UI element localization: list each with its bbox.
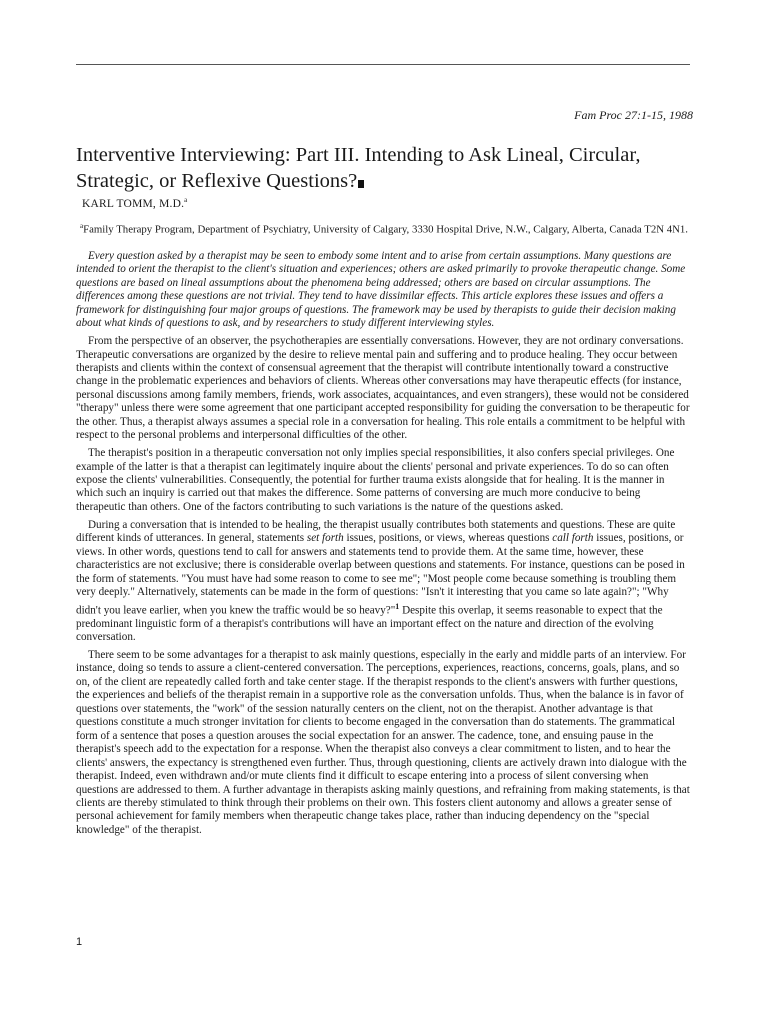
article-title: [76, 142, 696, 194]
footnote-ref-1[interactable]: 1: [395, 601, 400, 611]
paragraph-4: There seem to be some advantages for a therapist to ask mainly questions, especially in the early and middle parts of an interview. For instance, doing so tends to assure a client-centered conversation. The perceptions, experiences, reactions, concerns, goals, plans, and so on, of the client are repeatedly called forth and take center stage. If the therapist responds to the client's answers with further questions, the experiences and beliefs of the therapist remain in a supportive role as the conversation unfolds. Thus, when the balance is in favor of questions over statements, the "work" of the session naturally centers on the client, not on the therapist. Another advantage is that questions constitute a much stronger invitation for clients to become engaged in the conversation than do statements. The grammatical form of a sentence that poses a question arouses the social expectation for an answer. The cadence, tone, and ensuing pause in the therapist's speech add to the expectation for a response. When the therapist also conveys a clear commitment to listen, and to hear the clients' answers, the expectancy is strengthened even further. Thus, through questioning, clients are actively drawn into dialogue with the therapist. Indeed, even withdrawn and/or mute clients find it difficult to escape entering into a process of silent conversing when questions are addressed to them. A further advantage in therapists asking mainly questions, and refraining from making statements, is that clients are thereby stimulated to think through their problems on their own. This fosters client autonomy and allows a greater sense of personal achievement for family members when therapeutic change takes place, rather than inducing dependency on the "special knowledge" of the therapist.: [76, 648, 690, 836]
paragraph-3-text-b: issues, positions, or views, whereas questions: [343, 532, 553, 545]
author-line: [82, 196, 187, 210]
paragraph-3-emphasis-set-forth: set forth: [306, 532, 344, 545]
journal-citation: Fam Proc 27:1-15, 1988: [574, 108, 693, 122]
affiliation-text: Family Therapy Program, Department of Psychiatry, University of Calgary, 3330 Hospital Drive, N.W., Calgary, Alberta, Canada T2N 4N1.: [83, 223, 689, 236]
affiliation-marker: a: [80, 222, 84, 230]
title-marker-icon: [358, 180, 364, 188]
paragraph-3-text-d: Despite this overlap, it seems reasonable to expect that the predominant linguistic form of a therapist's contributions will have an important effect on the nature and direction of the evolving conversation.: [76, 604, 663, 644]
author-affiliation-marker: a: [184, 196, 188, 204]
abstract: Every question asked by a therapist may be seen to embody some intent and to arise from certain assumptions. Many questions are intended to orient the therapist to the client's situation and experiences; others are asked primarily to provoke therapeutic change. Some questions are based on lineal assumptions about the phenomena being addressed; others are based on circular assumptions. The differences among these questions are not trivial. They tend to have dissimilar effects. This article explores these issues and offers a framework for distinguishing four major groups of questions. The framework may be used by therapists to guide their decision making about what kinds of questions to ask, and by researchers to study different interviewing styles.: [76, 250, 686, 330]
page-number: 1: [76, 936, 83, 948]
paragraph-2: The therapist's position in a therapeutic conversation not only implies special responsibilities, it also confers special privileges. One example of the latter is that a therapist can legitimately inquire about the clients' personal and private experiences. To do so can often expose the clients' vulnerabilities. Consequently, the potential for further trauma exists alongside that for healing. It is the manner in which such an inquiry is carried out that makes the difference. Some patterns of conversing are much more conducive to being therapeutic than others. One of the factors contributing to such variations is the nature of the questions asked.: [76, 447, 675, 513]
affiliation: [80, 220, 692, 237]
paragraph-3-emphasis-call-forth: call forth: [552, 532, 594, 545]
author-name: KARL TOMM, M.D.: [82, 197, 185, 210]
paragraph-3-text-a: During a conversation that is intended to be healing, the therapist usually contributes both statements and questions. These are quite different kinds of utterances. In general, statements: [76, 518, 676, 545]
header-rule: [76, 64, 690, 65]
article-body: [76, 250, 692, 842]
article-title-text: Interventive Interviewing: Part III. Intending to Ask Lineal, Circular, Strategic, or Reflexive Questions?: [76, 144, 641, 192]
paragraph-1: From the perspective of an observer, the psychotherapies are essentially conversations. However, they are not ordinary conversations. Therapeutic conversations are organized by the desire to relieve mental pain and suffering and to produce healing. They occur between therapists and clients within the context of consensual agreement that the therapist will contribute intentionally toward a constructive change in the problematic experiences and behaviors of clients. Whereas other conversations may have therapeutic effects (for instance, personal discussions among family members, friends, work associates, acquaintances, and even strangers), these would not be considered "therapy" unless there were some agreement that one participant accepted responsibility for guiding the conversation to be therapeutic for the other. Thus, a therapist always assumes a special role in a conversation for healing. This role entails a commitment to be helpful with respect to the personal problems and interpersonal difficulties of the other.: [76, 335, 690, 442]
paragraph-3-text-c: issues, positions, or views. In other words, questions tend to call for answers and statements tend to provide them. At the same time, however, these characteristics are not exclusive; there is considerable overlap between questions and statements. For instance, questions can be posed in the form of statements. "You must have had some reason to come to see me"; "Most people come because something is troubling them very deeply." Alternatively, statements can be made in the form of questions: "Isn't it interesting that you came so late again?"; "Why didn't you leave earlier, when you knew the traffic would be so heavy?": [76, 532, 685, 617]
paragraph-3: [76, 519, 692, 645]
